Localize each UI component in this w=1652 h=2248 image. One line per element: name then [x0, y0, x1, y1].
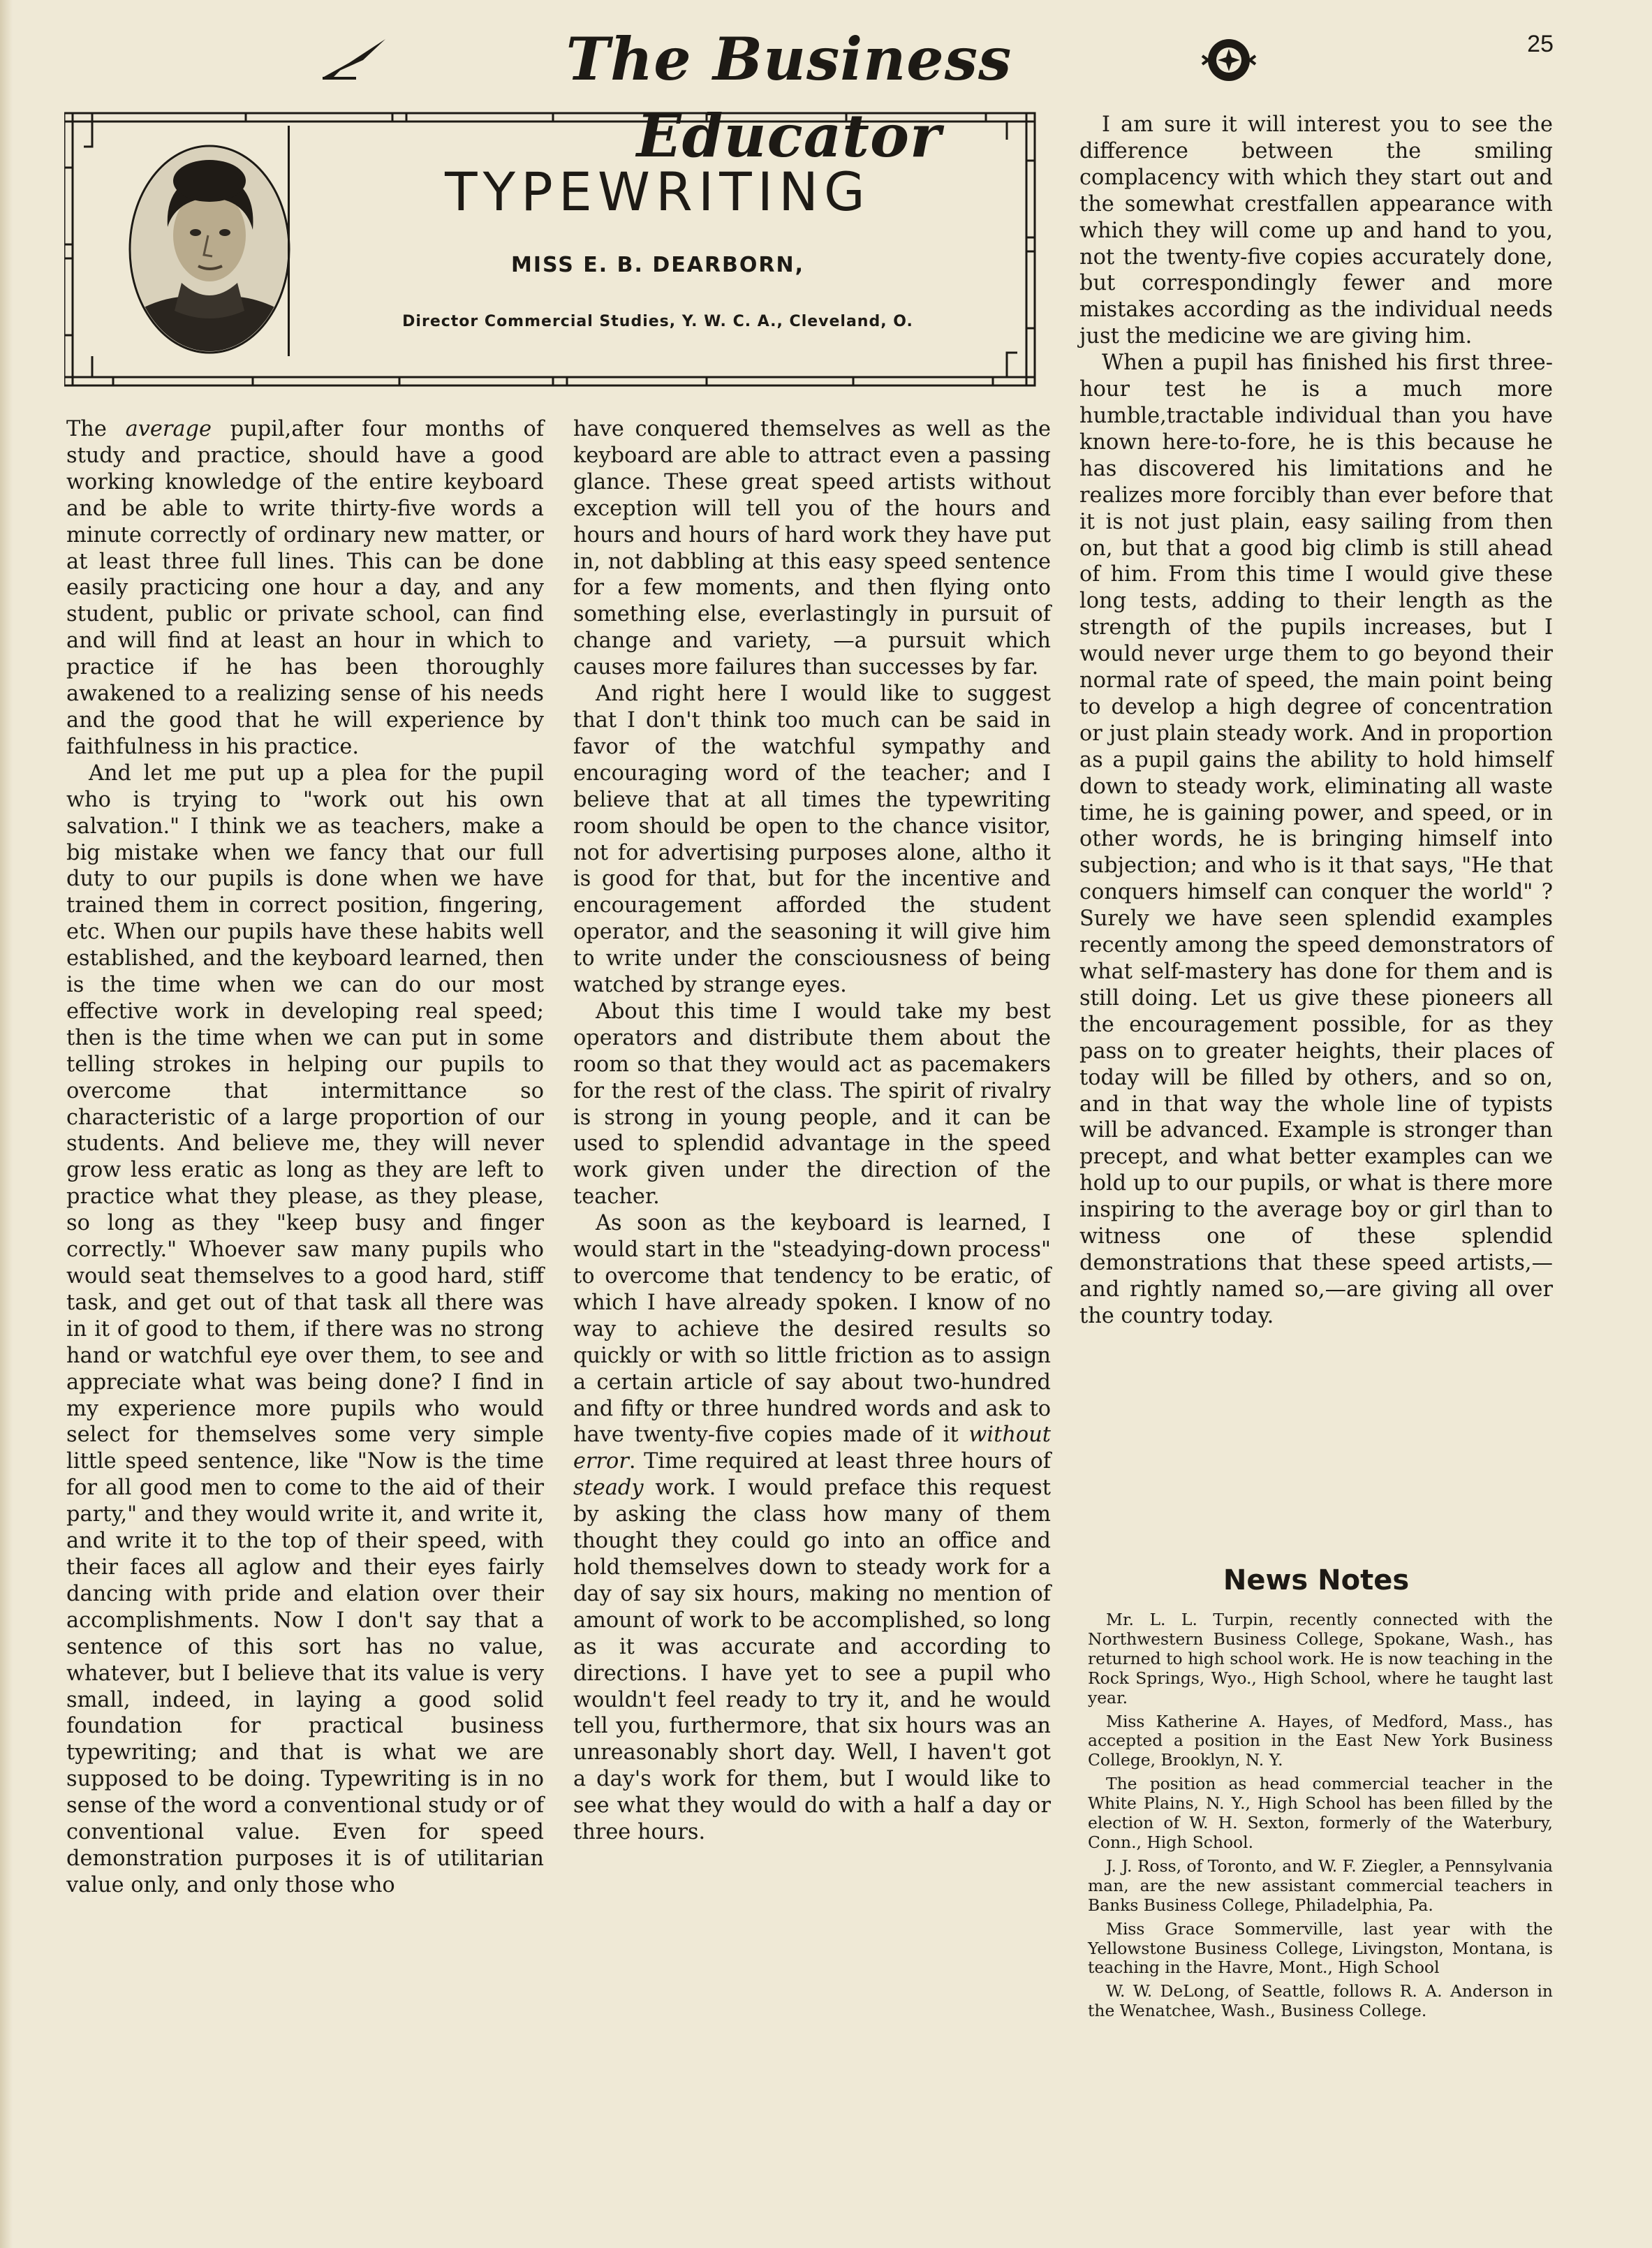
binding-shadow [0, 0, 13, 2248]
text-run: The [66, 417, 107, 441]
masthead-title: The Business Educator [566, 24, 1012, 170]
text-run: work. I would preface this request by asking the class how many of them thought they could go into an office and hold themselves down to steady work for a day of say six hours, making no mention of amount of work to be accomplished, so long as it was accurate and according to directions. I have yet to see a pupil who wouldn't feel ready to try it, and he would tell you, furthermore, that six hours was an unreasonably short day. Well, I haven't got a day's work for them, but I would like to see what they would do with a half a day or three hours. [573, 1476, 1051, 1845]
ornamental-seal-icon [1201, 32, 1257, 88]
article-title: TYPEWRITING [445, 161, 871, 223]
article-column-2 [573, 416, 1051, 1846]
news-notes-heading: News Notes [1223, 1564, 1410, 1596]
article-column-3 [1079, 112, 1553, 1330]
text-run: As soon as the keyboard is learned, I would start in the "steadying-down process" to overcome that tendency to be eratic, of which I have already spoken. I know of no way to achieve the desired results so quickly or with so little friction as to assign a certain article of say about two-hundred and fifty or three hundred words and ask to have twenty-five copies made of it [573, 1211, 1051, 1448]
paragraph: I am sure it will interest you to see the difference between the smiling complacency with which they start out and the somewhat crestfallen appearance with which they will come up and hand to you, not the twenty-five copies accurately done, but correspondingly fewer and more mistakes according as the individual needs just the medicine we are giving him. [1079, 112, 1553, 349]
paragraph: And let me put up a plea for the pupil who is trying to "work out his own salvation." I think we as teachers, make a big mistake when we fancy that our full duty to our pupils is done when we have trained them in correct position, fingering, etc. When our pupils have these habits well established, and the keyboard learned, then is the time when we can do our most effective work in developing real speed; then is the time when we can put in some telling strokes in helping our pupils to overcome that intermittance so characteristic of a large proportion of our students. And believe me, they will never grow less eratic as long as they are left to practice what they please, as they please, so long as they "keep busy and finger correctly." Whoever saw many pupils who would seat themselves to a good hard, stiff task, and get out of that task all there was in it of good to them, if there was no strong hand or watchful eye over them, to see and appreciate what was being done? I find in my experience more pupils who would select for themselves some very simple little speed sentence, like "Now is the time for all good men to come to the aid of their party," and they would write it, and write it, and write it to the top of their speed, with their faces all aglow and their eyes fairly dancing with pride and elation over their accomplishments. Now I don't say that a sentence of this sort has no value, whatever, but I believe that its value is very small, indeed, in laying a good solid foundation for practical business typewriting; and that is what we are supposed to be doing. Typewriting is in no sense of the word a conventional study or of conventional value. Even for speed demonstration purposes it is of utilitarian value only, and only those who [66, 761, 544, 1897]
author-affiliation: Director Commercial Studies, Y. W. C. A., Cleveland, O. [402, 313, 913, 330]
text-run: pupil,after four months of study and practice, should have a good working knowledge of the entire keyboard and be able to write thirty-five words a minute correctly of ordinary new matter, or at least three full lines. This can be done easily practicing one hour a day, and any student, public or private school, can find and will find at least an hour in which to practice if he has been thoroughly awakened to a realizing sense of his needs and the good that he will experience by faithfulness in his practice. [66, 417, 544, 759]
emphasized-text: without error [573, 1423, 1051, 1474]
paragraph: When a pupil has finished his first three-hour test he is a much more humble,tractable individual than you have known here-to-fore, he is this because he has discovered his limitations and he realizes more forcibly than ever before that it is not just plain, easy sailing from then on, but that a good big climb is still ahead of him. From this time I would give these long tests, adding to their length as the strength of the pupils increases, but I would never urge them to go beyond their normal rate of speed, the main point being to develop a high degree of concentration or just plain steady work. And in proportion as a pupil gains the ability to hold himself down to steady work, eliminating all waste time, he is gaining power, and speed, or in other words, he is bringing himself into subjection; and who is it that says, "He that conquers himself can conquer the world" ? Surely we have seen splendid examples recently among the speed demonstrators of what self-mastery has done for them and is still doing. Let us give these pioneers all the encouragement possible, for as they pass on to greater heights, their places of today will be filled by others, and so on, and in that way the whole line of typists will be advanced. Example is stronger than precept, and what better examples can we hold up to our pupils, or what is there more inspiring to the average boy or girl than to witness one of these splendid demonstrations that these speed artists,—and rightly named so,—are giving all over the country today. [1079, 351, 1553, 1328]
article-column-1 [66, 416, 544, 1899]
news-item: Miss Grace Sommerville, last year with the Yellowstone Business College, Livingston, Montana, is teaching in the Havre, Mont., High School [1088, 1918, 1553, 1978]
emphasized-text: steady [573, 1476, 644, 1501]
paragraph: have conquered themselves as well as the keyboard are able to attract even a passing glance. These great speed artists without exception will tell you of the hours and hours and hours of hard work they have put in, not dabbling at this easy speed sentence for a few moments, and then flying onto something else, everlastingly in pursuit of change and variety, —a pursuit which causes more failures than successes by far. [573, 417, 1051, 680]
masthead [307, 21, 1355, 170]
news-item: W. W. DeLong, of Seattle, follows R. A. Anderson in the Wenatchee, Wash., Business College. [1088, 1981, 1553, 2021]
article-title-box [64, 105, 1042, 395]
paragraph: About this time I would take my best operators and distribute them about the room so that they would act as pacemakers for the rest of the class. The spirit of rivalry is strong in young people, and it can be used to splendid advantage in the speed work given under the direction of the teacher. [573, 999, 1051, 1210]
paragraph: And right here I would like to suggest that I don't think too much can be said in favor of the watchful sympathy and encouraging word of the teacher; and I believe that at all times the typewriting room should be open to the chance visitor, not for advertising purposes alone, altho it is good for that, but for the incentive and encouragement afforded the student operator, and the seasoning it will give him to write under the consciousness of being watched by strange eyes. [573, 682, 1051, 998]
paragraph [66, 416, 544, 761]
title-box-divider [288, 126, 290, 356]
emphasized-text: average [125, 417, 212, 441]
paragraph [573, 1210, 1051, 1846]
quill-pen-icon [321, 36, 388, 80]
text-run: . Time required at least three hours of [628, 1449, 1051, 1474]
news-notes-list [1088, 1610, 1553, 2025]
article-author: MISS E. B. DEARBORN, [510, 253, 805, 277]
news-item: Mr. L. L. Turpin, recently connected with the Northwestern Business College, Spokane, Wash., has returned to high school work. He is now teaching in the Rock Springs, Wyo., High School, where he taught last year. [1088, 1610, 1553, 1707]
page-number: 25 [1527, 31, 1554, 57]
news-item: Miss Katherine A. Hayes, of Medford, Mass., has accepted a position in the East New York Business College, Brooklyn, N. Y. [1088, 1711, 1553, 1770]
news-item: The position as head commercial teacher in the White Plains, N. Y., High School has been filled by the election of W. H. Sexton, formerly of the Waterbury, Conn., High School. [1088, 1774, 1553, 1852]
author-portrait [126, 143, 293, 356]
news-item: J. J. Ross, of Toronto, and W. F. Ziegler, a Pennsylvania man, are the new assistant commercial teachers in Banks Business College, Philadelphia, Pa. [1088, 1856, 1553, 1915]
